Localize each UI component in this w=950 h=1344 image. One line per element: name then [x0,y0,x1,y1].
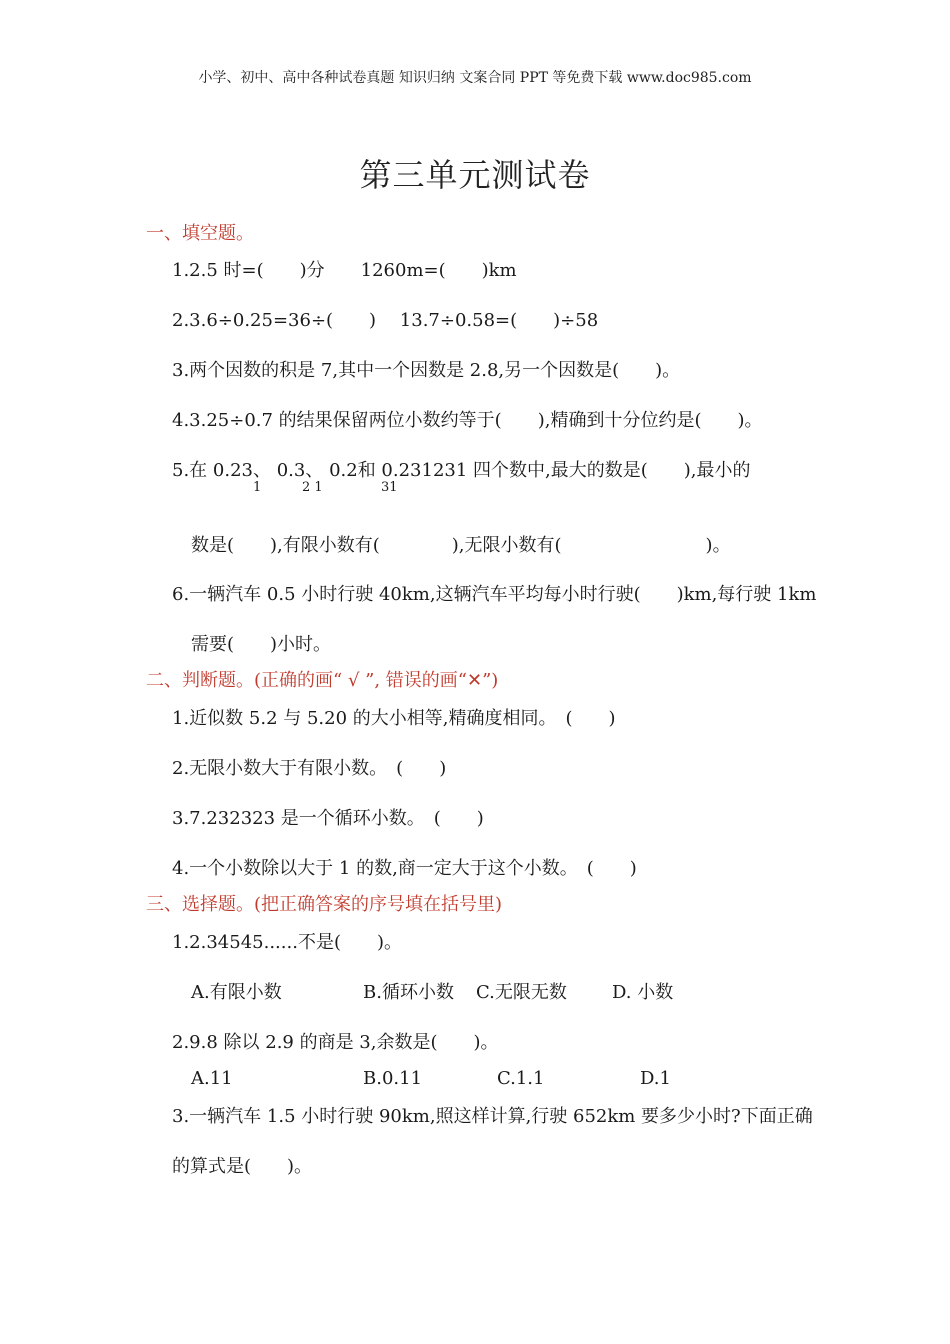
question-1-4: 4.3.25÷0.7 的结果保留两位小数约等于( ),精确到十分位约是( )。 [172,410,763,431]
question-3-3: 3.一辆汽车 1.5 小时行驶 90km,照这样计算,行驶 652km 要多少小时?下面正确 [172,1106,813,1127]
option-d: D. 小数 [612,982,674,1003]
question-1-6-line-2: 需要( )小时。 [191,634,332,655]
section-heading-true-false: 二、判断题。(正确的画“ √ ”, 错误的画“✕”) [146,670,499,691]
question-2-3: 3.7.232323 是一个循环小数。 ( ) [172,808,484,829]
q5-text-start: 5.在 0.23 [172,460,253,481]
q5-sep-2: 、 0.2 [305,460,358,481]
option-a: A.有限小数 [191,982,282,1003]
repeating-mark-c: 31 [381,480,398,495]
q5-text-end: 和 0.231231 四个数中,最大的数是( ),最小的 [357,460,751,481]
option-c: C.无限无数 [476,982,567,1003]
question-3-2: 2.9.8 除以 2.9 的商是 3,余数是( )。 [172,1032,499,1053]
question-1-2: 2.3.6÷0.25=36÷( ) 13.7÷0.58=( )÷58 [172,310,599,331]
question-1-1: 1.2.5 时=( )分 1260m=( )km [172,260,517,281]
option-c: C.1.1 [497,1068,545,1089]
section-heading-fill-blank: 一、填空题。 [146,223,254,244]
question-2-4: 4.一个小数除以大于 1 的数,商一定大于这个小数。 ( ) [172,858,637,879]
repeating-mark-b: 2 1 [302,480,323,495]
option-a: A.11 [191,1068,233,1089]
question-1-6: 6.一辆汽车 0.5 小时行驶 40km,这辆汽车平均每小时行驶( )km,每行驶 1km [172,584,817,605]
repeating-mark-a: 1 [253,480,262,495]
option-d: D.1 [640,1068,671,1089]
option-b: B.循环小数 [363,982,454,1003]
question-1-3: 3.两个因数的积是 7,其中一个因数是 2.8,另一个因数是( )。 [172,360,681,381]
question-3-3-line-2: 的算式是( )。 [172,1156,313,1177]
question-2-2: 2.无限小数大于有限小数。 ( ) [172,758,447,779]
page-title: 第三单元测试卷 [359,156,591,194]
question-2-1: 1.近似数 5.2 与 5.20 的大小相等,精确度相同。 ( ) [172,708,616,729]
question-1-5-line-2: 数是( ),有限小数有( ),无限小数有( )。 [191,535,731,556]
section-heading-multiple-choice: 三、选择题。(把正确答案的序号填在括号里) [146,894,503,915]
header-banner: 小学、初中、高中各种试卷真题 知识归纳 文案合同 PPT 等免费下载 www.doc985.com [198,70,752,86]
q5-mid-2: 3 [293,460,306,481]
option-b: B.0.11 [363,1068,423,1089]
question-3-1: 1.2.34545......不是( )。 [172,932,402,953]
q5-sep-1: 、 0. [252,460,294,481]
